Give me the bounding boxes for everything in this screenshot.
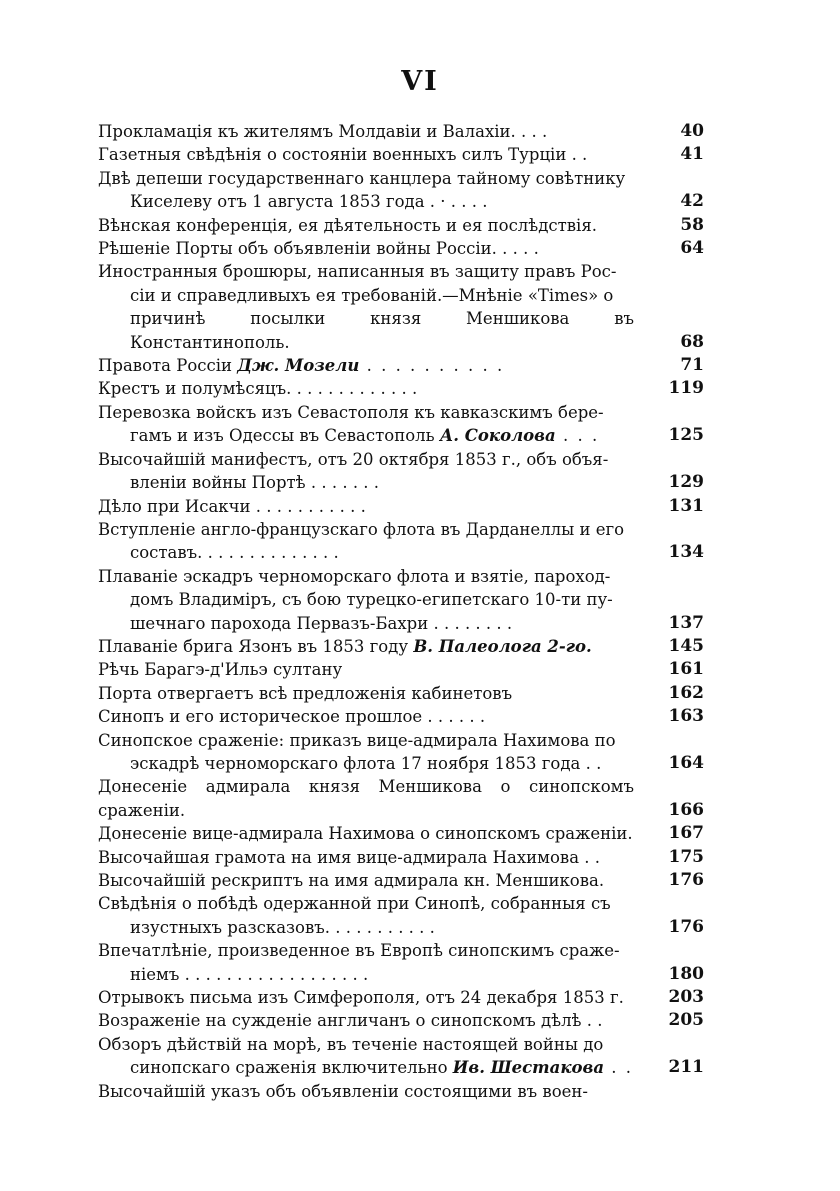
toc-entry-page-number: 175: [668, 846, 704, 867]
toc-entry-page-number: 71: [680, 355, 704, 376]
toc-entry-title-line: Вѣнская конференція, ея дѣятельность и ея послѣдствія.: [98, 215, 597, 235]
toc-entry-author: Дж. Мозели: [237, 356, 360, 376]
toc-entry-title-line: Крестъ и полумѣсяцъ. . . . . . . . . . . . .: [98, 379, 418, 399]
toc-entry: [98, 120, 704, 143]
toc-entry-page-number: 131: [668, 495, 704, 516]
toc-entry-page-number: 40: [680, 121, 704, 141]
toc-entry: [98, 377, 704, 400]
toc-entry-title-line: Перевозка войскъ изъ Севастополя къ кавказскимъ бере-: [98, 402, 604, 422]
toc-entry-title-line: Порта отвергаетъ всѣ предложенія кабинетовъ: [98, 683, 513, 703]
toc-entry-page-number: 176: [668, 916, 704, 937]
table-of-contents: [98, 120, 704, 1103]
toc-entry-title-line: Газетныя свѣдѣнія о состояніи военныхъ силъ Турціи . .: [98, 145, 588, 165]
toc-entry: [98, 237, 704, 260]
toc-entry: [98, 401, 704, 448]
toc-entry-title-line: Высочайшая грамота на имя вице-адмирала Нахимова . .: [98, 847, 601, 867]
toc-entry-title-line: ніемъ . . . . . . . . . . . . . . . . . .: [130, 964, 369, 984]
toc-entry: [98, 167, 704, 214]
toc-entry-title-line: Высочайшій рескриптъ на имя адмирала кн. Меншикова.: [98, 871, 605, 890]
toc-entry-title-line: причинѣ посылки князя Меншикова въ Константинополь.: [130, 309, 634, 352]
toc-entry: [98, 1009, 704, 1032]
toc-entry-title-line: домъ Владиміръ, съ бою турецко-египетскаго 10-ти пу-: [130, 590, 613, 610]
toc-entry-title-line: Донесеніе адмирала князя Меншикова о синопскомъ сраженіи.: [98, 777, 634, 820]
toc-entry-author: В. Палеолога 2-го.: [413, 636, 592, 656]
toc-entry-title-line: Рѣшеніе Порты объ объявленіи войны Россіи. . . . .: [98, 239, 539, 259]
toc-entry-title-line: составъ. . . . . . . . . . . . . .: [130, 543, 339, 563]
toc-entry-title-line: Правота Россіи Дж. Мозели . . . . . . . . . .: [98, 356, 505, 376]
toc-entry-page-number: 166: [668, 799, 704, 820]
toc-entry-title-line: синопскаго сраженія включительно Ив. Шестакова . .: [130, 1058, 634, 1078]
toc-entry-page-number: 161: [668, 659, 704, 680]
toc-entry-page-number: 125: [668, 425, 704, 446]
toc-entry: [98, 705, 704, 728]
toc-entry: [98, 354, 704, 377]
toc-entry: [98, 775, 704, 822]
toc-entry: [98, 729, 704, 776]
toc-entry-title-line: Двѣ депеши государственнаго канцлера тайному совѣтнику: [98, 168, 626, 188]
toc-entry-title-line: Дѣло при Исакчи . . . . . . . . . . .: [98, 496, 366, 516]
toc-entry-title-line: Высочайшій манифестъ, отъ 20 октября 1853 г., объ объя-: [98, 449, 609, 469]
toc-entry-page-number: 68: [680, 331, 704, 352]
toc-entry-leader-dots: . .: [604, 1058, 634, 1078]
toc-entry-title-line: Высочайшій указъ объ объявленіи состоящими въ воен-: [98, 1081, 588, 1101]
toc-entry-title-line: Свѣдѣнія о побѣдѣ одержанной при Синопѣ, собранныя съ: [98, 894, 611, 914]
toc-entry-page-number: 145: [668, 635, 704, 656]
toc-entry: [98, 518, 704, 565]
toc-entry-author: А. Соколова: [439, 426, 556, 446]
toc-entry-page-number: 180: [668, 963, 704, 984]
toc-entry: [98, 658, 704, 681]
toc-entry-page-number: 163: [668, 706, 704, 727]
toc-entry-page-number: 176: [668, 870, 704, 890]
toc-entry-title-line: Прокламація къ жителямъ Молдавіи и Валахіи. . . .: [98, 122, 548, 141]
toc-entry: [98, 846, 704, 869]
toc-entry-title-line: изустныхъ разсказовъ. . . . . . . . . . .: [130, 917, 435, 937]
toc-entry-page-number: 211: [668, 1057, 704, 1078]
toc-entry-title-line: Донесеніе вице-адмирала Нахимова о синопскомъ сраженіи.: [98, 824, 633, 844]
toc-entry-title-line: вленіи войны Портѣ . . . . . . .: [130, 473, 380, 493]
toc-entry-title-line: эскадрѣ черноморскаго флота 17 ноября 1853 года . .: [130, 753, 602, 773]
toc-entry-page-number: 167: [668, 823, 704, 844]
toc-entry: [98, 1033, 704, 1080]
toc-entry-title-line: Синопъ и его историческое прошлое . . . . . .: [98, 707, 486, 727]
toc-entry-title-line: Впечатлѣніе, произведенное въ Европѣ синопскимъ сраже-: [98, 941, 620, 961]
toc-entry-title-line: Отрывокъ письма изъ Симферополя, отъ 24 декабря 1853 г.: [98, 988, 624, 1008]
toc-entry-page-number: 134: [668, 542, 704, 563]
toc-entry-title-line: Киселеву отъ 1 августа 1853 года . · . . . .: [130, 192, 488, 212]
toc-entry-author: Ив. Шестакова: [452, 1058, 605, 1078]
toc-entry-title-line: Синопское сраженіе: приказъ вице-адмирала Нахимова по: [98, 730, 616, 750]
toc-entry: [98, 869, 704, 892]
toc-entry: [98, 495, 704, 518]
toc-entry-page-number: 162: [668, 682, 704, 703]
toc-entry-title-line: сіи и справедливыхъ ея требованій.—Мнѣніе «Times» о: [130, 285, 614, 305]
toc-entry-title-line: Вступленіе англо-французскаго флота въ Дарданеллы и его: [98, 519, 625, 539]
toc-entry: [98, 448, 704, 495]
page-number: VI: [401, 66, 439, 97]
toc-entry: [98, 260, 704, 354]
toc-entry: [98, 822, 704, 845]
toc-entry-page-number: 205: [668, 1010, 704, 1031]
toc-entry: [98, 939, 704, 986]
toc-entry-title-line: Плаваніе эскадръ черноморскаго флота и взятіе, пароход-: [98, 566, 611, 586]
toc-entry: [98, 1080, 704, 1103]
toc-entry-title-line: Возраженіе на сужденіе англичанъ о синопскомъ дѣлѣ . .: [98, 1011, 603, 1031]
toc-entry-title-line: Рѣчь Барагэ-д'Ильэ султану: [98, 660, 343, 680]
toc-entry-page-number: 58: [680, 214, 704, 235]
toc-entry-title-line: Плаваніе брига Язонъ въ 1853 году В. Палеолога 2-го.: [98, 636, 592, 656]
toc-entry: [98, 214, 704, 237]
toc-entry: [98, 682, 704, 705]
toc-entry-leader-dots: . . . . . . . . . .: [359, 356, 505, 376]
toc-entry-page-number: 41: [680, 144, 704, 165]
toc-entry: [98, 565, 704, 635]
toc-entry-page-number: 164: [668, 752, 704, 773]
toc-entry-page-number: 64: [680, 238, 704, 259]
toc-entry-page-number: 137: [668, 612, 704, 633]
toc-entry-title-line: Обзоръ дѣйствій на морѣ, въ теченіе настоящей войны до: [98, 1034, 604, 1054]
toc-entry: [98, 892, 704, 939]
toc-entry: [98, 143, 704, 166]
toc-entry-page-number: 129: [668, 472, 704, 493]
toc-entry-title-line: шечнаго парохода Первазъ-Бахри . . . . . . . .: [130, 613, 513, 633]
toc-entry: [98, 986, 704, 1009]
toc-entry-title-line: гамъ и изъ Одессы въ Севастополь А. Соколова . . .: [130, 426, 600, 446]
toc-entry-title-line: Иностранныя брошюры, написанныя въ защиту правъ Рос-: [98, 262, 617, 282]
toc-entry: [98, 635, 704, 658]
toc-entry-page-number: 42: [680, 191, 704, 212]
toc-entry-page-number: 119: [668, 378, 704, 399]
toc-entry-page-number: 203: [668, 987, 704, 1008]
toc-entry-leader-dots: . . .: [555, 426, 600, 446]
